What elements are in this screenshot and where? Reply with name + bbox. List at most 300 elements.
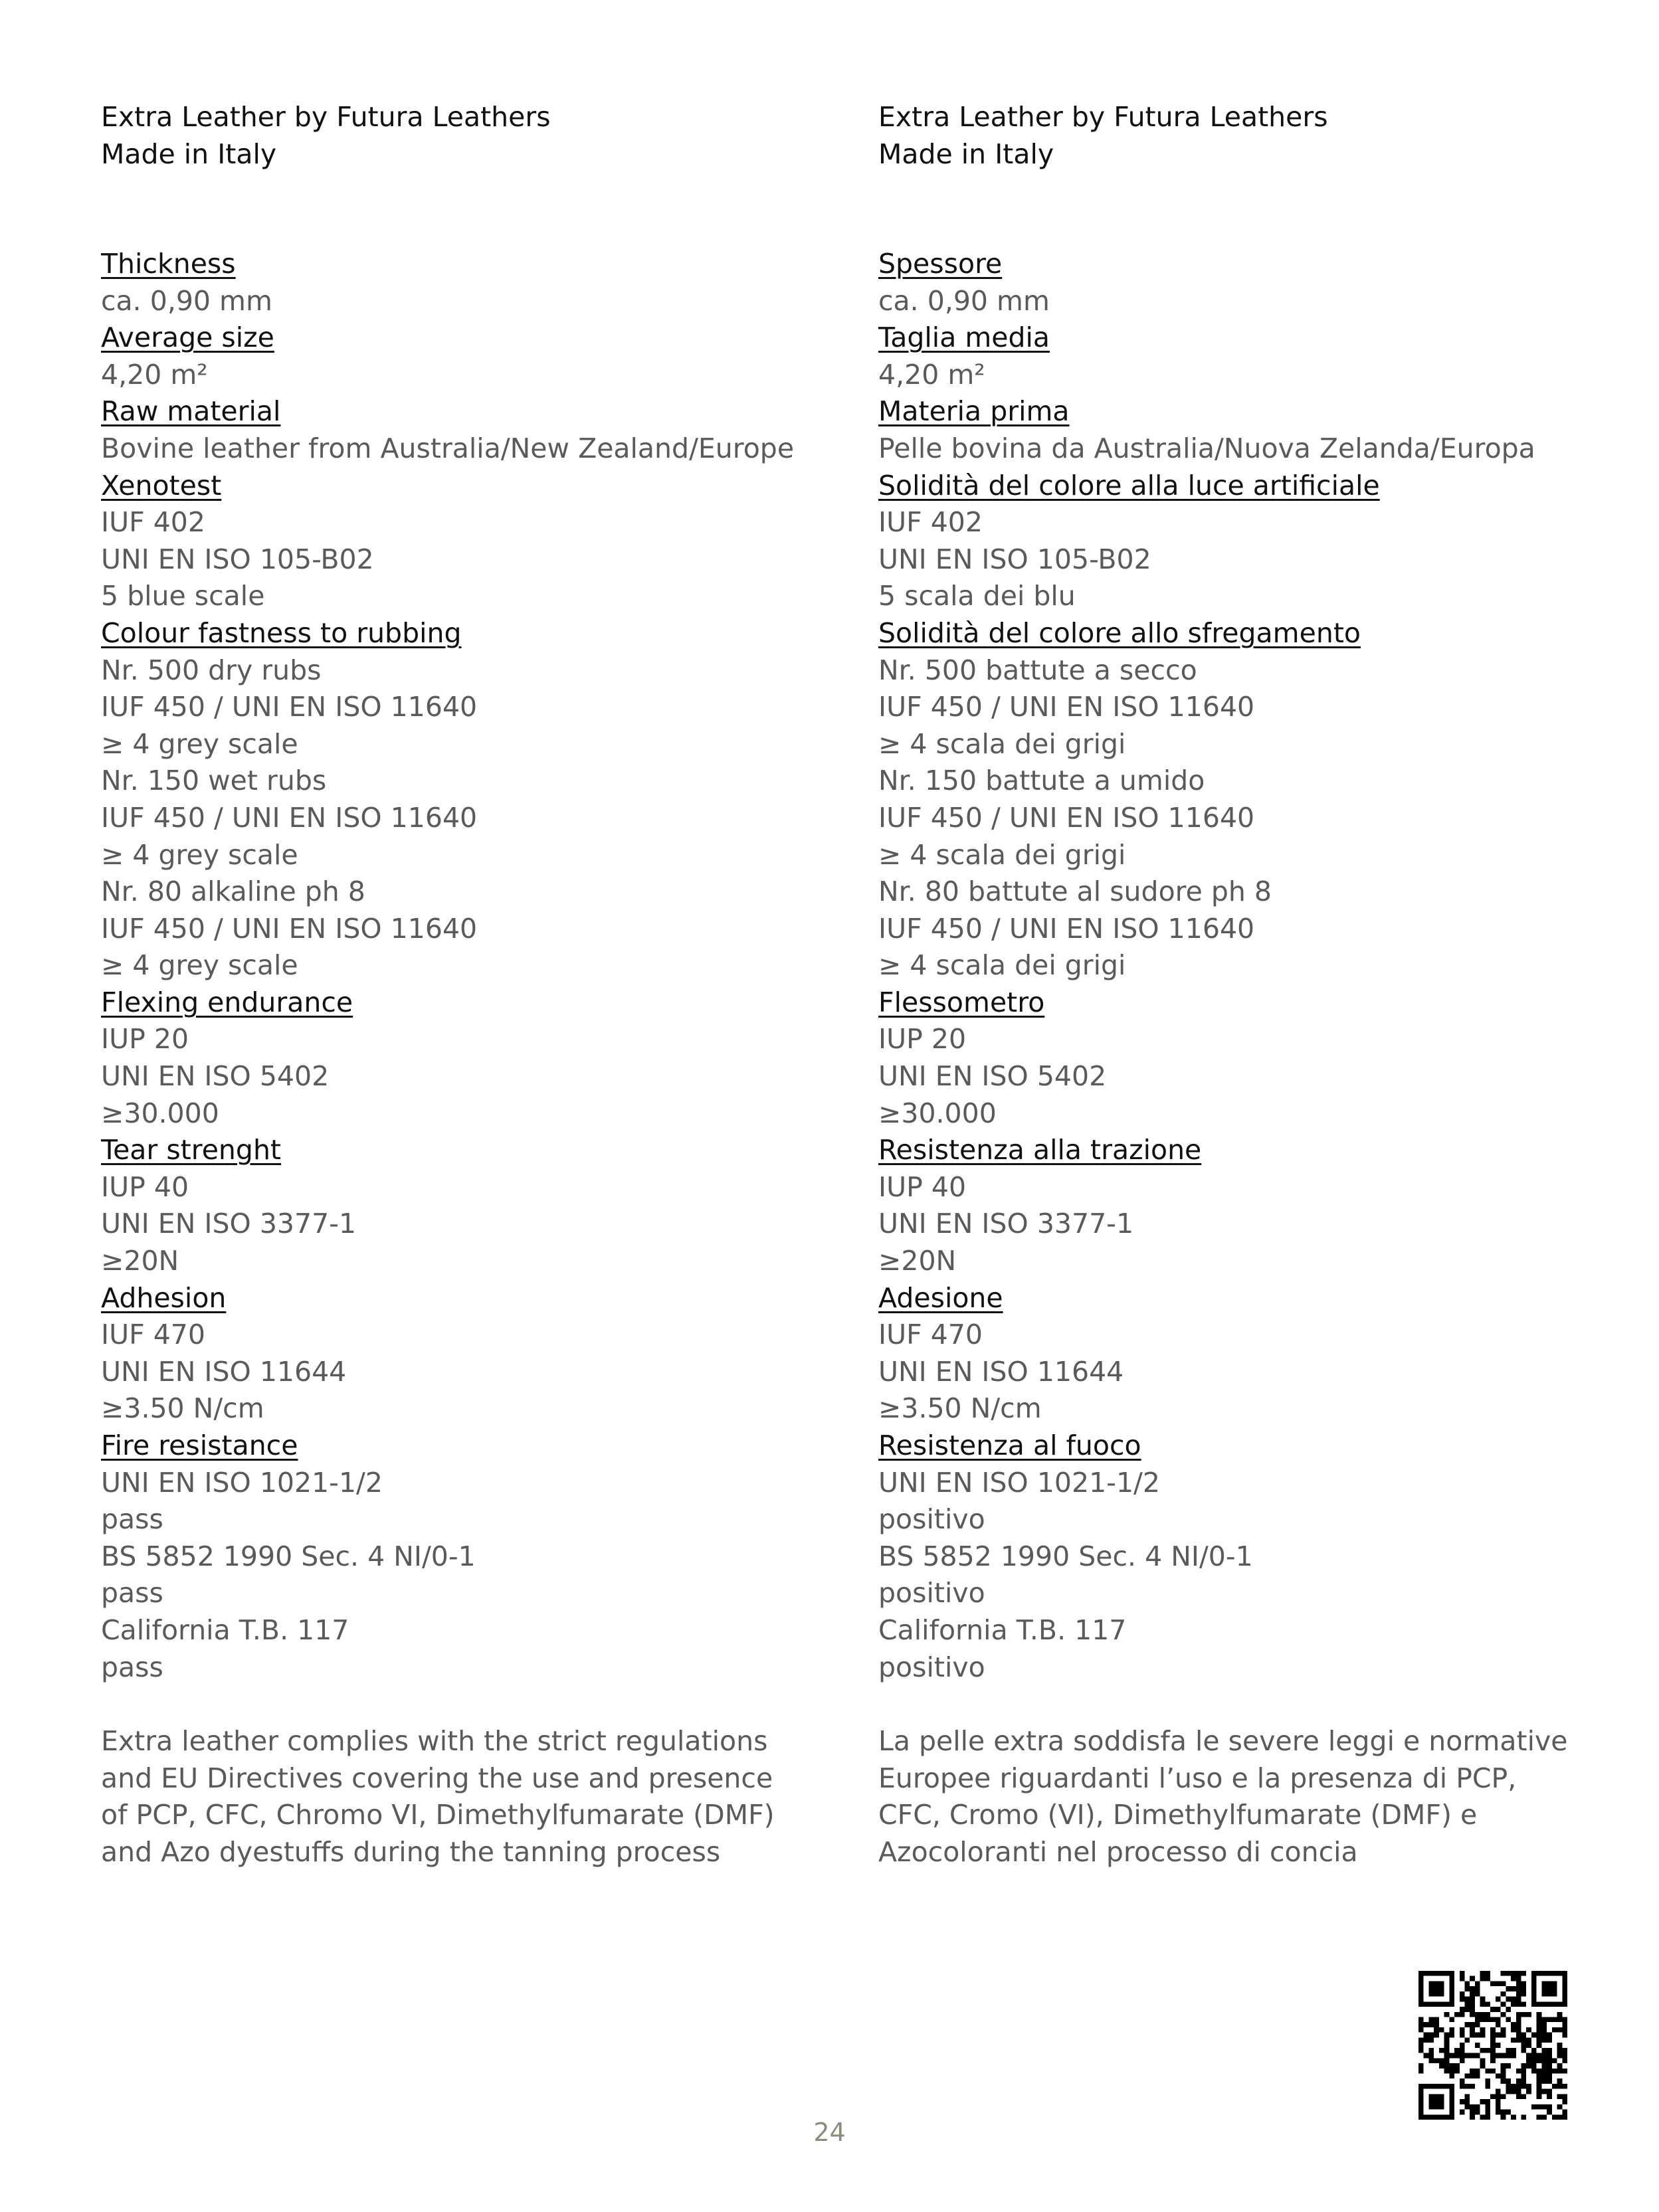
qr-module (1428, 2058, 1434, 2063)
qr-module (1460, 2058, 1465, 2063)
qr-module (1521, 2078, 1526, 2084)
spec-value: UNI EN ISO 3377-1 (101, 1208, 357, 1240)
spec-value: California T.B. 117 (101, 1613, 349, 1646)
spec-heading: Colour fastness to rubbing (101, 616, 462, 649)
qr-module (1434, 1971, 1439, 1976)
qr-module (1418, 2001, 1424, 2007)
qr-module (1516, 2094, 1521, 2099)
qr-module (1496, 2022, 1501, 2027)
qr-module (1439, 2058, 1444, 2063)
qr-module (1460, 1991, 1465, 1997)
qr-module (1526, 2027, 1531, 2033)
column-italian (878, 98, 1609, 1871)
qr-module (1511, 2027, 1516, 2033)
spec-heading: Xenotest (101, 469, 222, 502)
qr-module (1475, 2033, 1480, 2038)
qr-module (1511, 2053, 1516, 2059)
qr-module (1552, 2017, 1557, 2023)
qr-module (1490, 2007, 1496, 2012)
qr-module (1444, 2053, 1450, 2059)
brand-title: Extra Leather by Futura Leathers (101, 101, 551, 133)
qr-module (1547, 2048, 1552, 2053)
qr-module (1552, 2027, 1557, 2033)
origin-label: Made in Italy (878, 138, 1054, 170)
spec-list (101, 246, 832, 1686)
qr-module (1465, 2073, 1470, 2078)
qr-module (1511, 2084, 1516, 2089)
qr-module (1552, 1986, 1557, 1991)
spec-heading: Tear strenght (101, 1134, 282, 1166)
spec-value: California T.B. 117 (878, 1613, 1127, 1646)
qr-module (1557, 2084, 1563, 2089)
qr-module (1537, 2089, 1542, 2094)
qr-code-icon (1418, 1971, 1567, 2120)
qr-module (1521, 2063, 1526, 2069)
qr-module (1418, 1981, 1424, 1986)
qr-module (1428, 2099, 1434, 2104)
qr-module (1460, 2110, 1465, 2115)
qr-module (1449, 1971, 1454, 1976)
qr-module (1460, 2099, 1465, 2104)
spec-value: Nr. 150 wet rubs (101, 765, 327, 797)
qr-module (1439, 2001, 1444, 2007)
qr-module (1541, 1991, 1547, 1997)
qr-module (1428, 2084, 1434, 2089)
qr-module (1541, 2089, 1547, 2094)
qr-module (1537, 2037, 1542, 2043)
qr-module (1485, 2001, 1490, 2007)
qr-module (1475, 2104, 1480, 2110)
qr-module (1475, 1986, 1480, 1991)
qr-module (1526, 2012, 1531, 2017)
qr-module (1547, 2069, 1552, 2074)
qr-module (1434, 1991, 1439, 1997)
qr-module (1485, 2078, 1490, 2084)
qr-module (1428, 2001, 1434, 2007)
qr-module (1428, 2022, 1434, 2027)
spec-heading: Flessometro (878, 986, 1045, 1018)
qr-module (1490, 2048, 1496, 2053)
qr-module (1428, 2033, 1434, 2038)
spec-heading: Solidità del colore allo sfregamento (878, 616, 1361, 649)
qr-module (1531, 2001, 1537, 2007)
qr-module (1562, 2069, 1567, 2074)
qr-module (1470, 2069, 1475, 2074)
spec-value: ≥ 4 grey scale (101, 949, 298, 982)
qr-module (1526, 2084, 1531, 2089)
qr-module (1547, 1981, 1552, 1986)
qr-module (1444, 2058, 1450, 2063)
qr-module (1470, 2033, 1475, 2038)
spec-value: ≥ 4 grey scale (101, 838, 298, 871)
qr-module (1418, 2027, 1424, 2033)
qr-module (1496, 2110, 1501, 2115)
compliance-line: Europee riguardanti l’uso e la presenza di PCP, (878, 1762, 1517, 1794)
qr-module (1449, 2063, 1454, 2069)
compliance-line: Extra leather complies with the strict regulations (101, 1725, 768, 1758)
qr-module (1465, 2001, 1470, 2007)
qr-module (1501, 2001, 1506, 2007)
spec-value: ≥ 4 scala dei grigi (878, 949, 1126, 982)
spec-value: IUP 40 (878, 1170, 967, 1203)
qr-module (1465, 2084, 1470, 2089)
qr-module (1428, 2037, 1434, 2043)
qr-module (1552, 2058, 1557, 2063)
spec-value: pass (101, 1577, 163, 1610)
qr-module (1562, 1976, 1567, 1982)
qr-module (1557, 2094, 1563, 2099)
qr-module (1501, 1991, 1506, 1997)
qr-module (1521, 1986, 1526, 1991)
qr-module (1562, 1981, 1567, 1986)
qr-module (1496, 1981, 1501, 1986)
qr-module (1465, 1981, 1470, 1986)
spec-value: 4,20 m² (101, 358, 208, 391)
qr-module (1521, 1971, 1526, 1976)
qr-module (1470, 2104, 1475, 2110)
qr-module (1521, 2033, 1526, 2038)
qr-module (1480, 2099, 1486, 2104)
qr-module (1449, 2099, 1454, 2104)
qr-module (1521, 2001, 1526, 2007)
qr-module (1516, 2012, 1521, 2017)
qr-module (1480, 2017, 1486, 2023)
qr-module (1475, 2022, 1480, 2027)
qr-module (1511, 1976, 1516, 1982)
qr-module (1541, 2069, 1547, 2074)
qr-module (1418, 2089, 1424, 2094)
qr-module (1501, 2073, 1506, 2078)
spec-value: pass (101, 1503, 163, 1536)
qr-module (1541, 2104, 1547, 2110)
qr-module (1521, 2037, 1526, 2043)
qr-module (1485, 1971, 1490, 1976)
brand-title: Extra Leather by Futura Leathers (878, 101, 1328, 133)
qr-module (1511, 2037, 1516, 2043)
qr-module (1460, 2048, 1465, 2053)
qr-module (1444, 2033, 1450, 2038)
qr-module (1537, 2069, 1542, 2074)
qr-module (1460, 2043, 1465, 2048)
qr-module (1434, 2104, 1439, 2110)
qr-module (1511, 1986, 1516, 1991)
qr-module (1418, 2017, 1424, 2023)
qr-module (1418, 1997, 1424, 2002)
qr-module (1562, 2084, 1567, 2089)
qr-module (1552, 2001, 1557, 2007)
qr-module (1537, 2012, 1542, 2017)
qr-module (1547, 2053, 1552, 2059)
qr-module (1490, 2027, 1496, 2033)
spec-value: UNI EN ISO 5402 (101, 1060, 330, 1093)
qr-module (1537, 2084, 1542, 2089)
qr-module (1521, 2069, 1526, 2074)
qr-module (1537, 2033, 1542, 2038)
qr-module (1449, 1986, 1454, 1991)
spec-value: Nr. 150 battute a umido (878, 765, 1205, 797)
qr-module (1537, 2043, 1542, 2048)
qr-module (1547, 1991, 1552, 1997)
qr-module (1537, 2053, 1542, 2059)
qr-module (1547, 2078, 1552, 2084)
qr-module (1511, 2089, 1516, 2094)
spec-value: ≥20N (101, 1245, 179, 1277)
qr-module (1418, 2022, 1424, 2027)
qr-module (1480, 2027, 1486, 2033)
qr-module (1526, 2037, 1531, 2043)
qr-module (1439, 1971, 1444, 1976)
qr-module (1562, 2053, 1567, 2059)
spec-value: UNI EN ISO 11644 (101, 1355, 347, 1388)
spec-value: IUP 20 (878, 1023, 967, 1056)
qr-module (1506, 1986, 1511, 1991)
qr-module (1418, 2037, 1424, 2043)
qr-module (1531, 1991, 1537, 1997)
qr-module (1424, 1971, 1429, 1976)
spec-value: IUF 470 (878, 1319, 983, 1351)
qr-module (1516, 1986, 1521, 1991)
qr-module (1496, 2017, 1501, 2023)
spec-value: ≥ 4 scala dei grigi (878, 838, 1126, 871)
qr-module (1418, 1991, 1424, 1997)
qr-module (1547, 2110, 1552, 2115)
qr-module (1547, 2058, 1552, 2063)
spec-value: 5 scala dei blu (878, 580, 1076, 612)
qr-module (1496, 2104, 1501, 2110)
spec-value: 4,20 m² (878, 358, 985, 391)
qr-module (1449, 1981, 1454, 1986)
qr-module (1562, 2094, 1567, 2099)
qr-module (1516, 2084, 1521, 2089)
qr-module (1541, 2033, 1547, 2038)
qr-module (1562, 1971, 1567, 1976)
spec-value: ca. 0,90 mm (878, 284, 1050, 317)
qr-module (1428, 2048, 1434, 2053)
qr-module (1475, 1981, 1480, 1986)
spec-value: Nr. 80 battute al sudore ph 8 (878, 876, 1272, 908)
qr-module (1475, 2012, 1480, 2017)
qr-module (1501, 2012, 1506, 2017)
qr-module (1480, 2012, 1486, 2017)
spec-value: positivo (878, 1577, 985, 1610)
qr-module (1557, 2012, 1563, 2017)
spec-value: 5 blue scale (101, 580, 265, 612)
qr-module (1562, 2058, 1567, 2063)
qr-module (1439, 2104, 1444, 2110)
qr-module (1531, 1986, 1537, 1991)
qr-module (1428, 1981, 1434, 1986)
spec-value: ≥ 4 grey scale (101, 727, 298, 760)
qr-module (1418, 1976, 1424, 1982)
compliance-line: La pelle extra soddisfa le severe leggi e normative (878, 1725, 1568, 1758)
qr-module (1428, 2104, 1434, 2110)
qr-module (1557, 2027, 1563, 2033)
qr-module (1537, 2094, 1542, 2099)
spec-heading: Flexing endurance (101, 986, 353, 1018)
qr-module (1480, 1971, 1486, 1976)
qr-module (1470, 2073, 1475, 2078)
qr-module (1424, 2037, 1429, 2043)
qr-module (1557, 2069, 1563, 2074)
spec-value: ≥3.50 N/cm (101, 1392, 264, 1425)
qr-module (1511, 2022, 1516, 2027)
spec-value: IUF 450 / UNI EN ISO 11640 (101, 691, 478, 723)
qr-module (1470, 2007, 1475, 2012)
spec-value: UNI EN ISO 1021-1/2 (101, 1466, 383, 1499)
spec-heading: Adhesion (101, 1281, 227, 1314)
qr-module (1552, 2069, 1557, 2074)
qr-module (1439, 2084, 1444, 2089)
qr-module (1547, 2017, 1552, 2023)
qr-module (1439, 1986, 1444, 1991)
qr-module (1516, 1976, 1521, 1982)
qr-module (1480, 2048, 1486, 2053)
qr-module (1562, 2022, 1567, 2027)
qr-module (1418, 2043, 1424, 2048)
spec-value: Nr. 500 dry rubs (101, 654, 322, 686)
qr-module (1496, 2053, 1501, 2059)
qr-module (1465, 2099, 1470, 2104)
qr-module (1516, 2078, 1521, 2084)
qr-module (1418, 2048, 1424, 2053)
qr-module (1418, 2104, 1424, 2110)
qr-module (1496, 2033, 1501, 2038)
spec-heading: Fire resistance (101, 1429, 298, 1461)
qr-module (1449, 2094, 1454, 2099)
qr-module (1541, 2073, 1547, 2078)
qr-module (1449, 2069, 1454, 2074)
qr-module (1531, 1971, 1537, 1976)
spec-heading: Resistenza al fuoco (878, 1429, 1141, 1461)
qr-module (1418, 1971, 1424, 1976)
qr-module (1516, 2037, 1521, 2043)
qr-module (1541, 2048, 1547, 2053)
qr-module (1485, 1976, 1490, 1982)
spec-heading: Raw material (101, 395, 281, 428)
qr-module (1428, 2017, 1434, 2023)
qr-module (1521, 2084, 1526, 2089)
spec-value: UNI EN ISO 105-B02 (878, 543, 1151, 575)
spec-heading: Solidità del colore alla luce artificiale (878, 469, 1380, 502)
qr-module (1444, 2037, 1450, 2043)
qr-module (1470, 1986, 1475, 1991)
qr-module (1562, 1986, 1567, 1991)
qr-module (1557, 2017, 1563, 2023)
qr-module (1501, 2094, 1506, 2099)
qr-module (1475, 2053, 1480, 2059)
spec-value: UNI EN ISO 1021-1/2 (878, 1466, 1160, 1499)
qr-module (1506, 2007, 1511, 2012)
qr-module (1506, 2053, 1511, 2059)
spec-heading: Thickness (101, 248, 236, 280)
qr-module (1537, 2078, 1542, 2084)
qr-module (1531, 2069, 1537, 2074)
qr-module (1547, 2063, 1552, 2069)
spec-value: IUF 450 / UNI EN ISO 11640 (878, 691, 1255, 723)
qr-module (1439, 2027, 1444, 2033)
qr-module (1547, 2001, 1552, 2007)
spec-value: pass (101, 1651, 163, 1683)
qr-module (1526, 2063, 1531, 2069)
qr-module (1541, 2022, 1547, 2027)
qr-module (1454, 2063, 1460, 2069)
compliance-line: CFC, Cromo (VI), Dimethylfumarate (DMF) e (878, 1799, 1478, 1831)
qr-module (1552, 1971, 1557, 1976)
qr-module (1537, 1971, 1542, 1976)
qr-module (1521, 1981, 1526, 1986)
qr-module (1557, 2048, 1563, 2053)
spec-value: IUF 402 (878, 506, 983, 539)
qr-module (1506, 2078, 1511, 2084)
qr-module (1537, 2027, 1542, 2033)
spec-value: UNI EN ISO 105-B02 (101, 543, 374, 575)
qr-module (1454, 2012, 1460, 2017)
qr-module (1485, 2099, 1490, 2104)
qr-module (1444, 2069, 1450, 2074)
qr-module (1424, 2022, 1429, 2027)
qr-module (1460, 2078, 1465, 2084)
qr-module (1475, 1991, 1480, 1997)
qr-module (1480, 1976, 1486, 1982)
spec-value: ≥20N (878, 1245, 957, 1277)
qr-module (1444, 2063, 1450, 2069)
qr-module (1470, 1991, 1475, 1997)
qr-module (1541, 2078, 1547, 2084)
qr-module (1428, 2094, 1434, 2099)
qr-module (1557, 2043, 1563, 2048)
qr-module (1562, 2001, 1567, 2007)
qr-module (1444, 2084, 1450, 2089)
qr-module (1562, 2033, 1567, 2038)
qr-module (1444, 2048, 1450, 2053)
qr-module (1439, 2063, 1444, 2069)
spec-heading: Average size (101, 322, 274, 354)
spec-list (878, 246, 1609, 1686)
qr-module (1537, 2001, 1542, 2007)
qr-module (1521, 2073, 1526, 2078)
qr-module (1521, 2048, 1526, 2053)
qr-module (1506, 2110, 1511, 2115)
qr-module (1541, 2063, 1547, 2069)
spec-value: Bovine leather from Australia/New Zealand/Europe (101, 432, 795, 464)
qr-module (1541, 2058, 1547, 2063)
spec-value: ≥ 4 scala dei grigi (878, 727, 1126, 760)
qr-module (1490, 2058, 1496, 2063)
qr-module (1454, 2048, 1460, 2053)
qr-module (1418, 2110, 1424, 2115)
qr-module (1516, 2001, 1521, 2007)
qr-module (1439, 2094, 1444, 2099)
qr-module (1470, 1976, 1475, 1982)
qr-module (1516, 1997, 1521, 2002)
compliance-text (878, 1723, 1609, 1871)
qr-module (1480, 2033, 1486, 2038)
qr-module (1465, 2022, 1470, 2027)
spec-value: Nr. 80 alkaline ph 8 (101, 876, 365, 908)
qr-module (1475, 2073, 1480, 2078)
qr-module (1418, 2069, 1424, 2074)
qr-module (1516, 2033, 1521, 2038)
spec-value: IUF 402 (101, 506, 205, 539)
qr-module (1449, 2033, 1454, 2038)
column-english (101, 98, 832, 1871)
qr-module (1531, 2033, 1537, 2038)
qr-module (1541, 1981, 1547, 1986)
qr-module (1516, 2027, 1521, 2033)
qr-module (1475, 2110, 1480, 2115)
qr-module (1541, 2053, 1547, 2059)
spec-value: ≥30.000 (101, 1097, 219, 1129)
